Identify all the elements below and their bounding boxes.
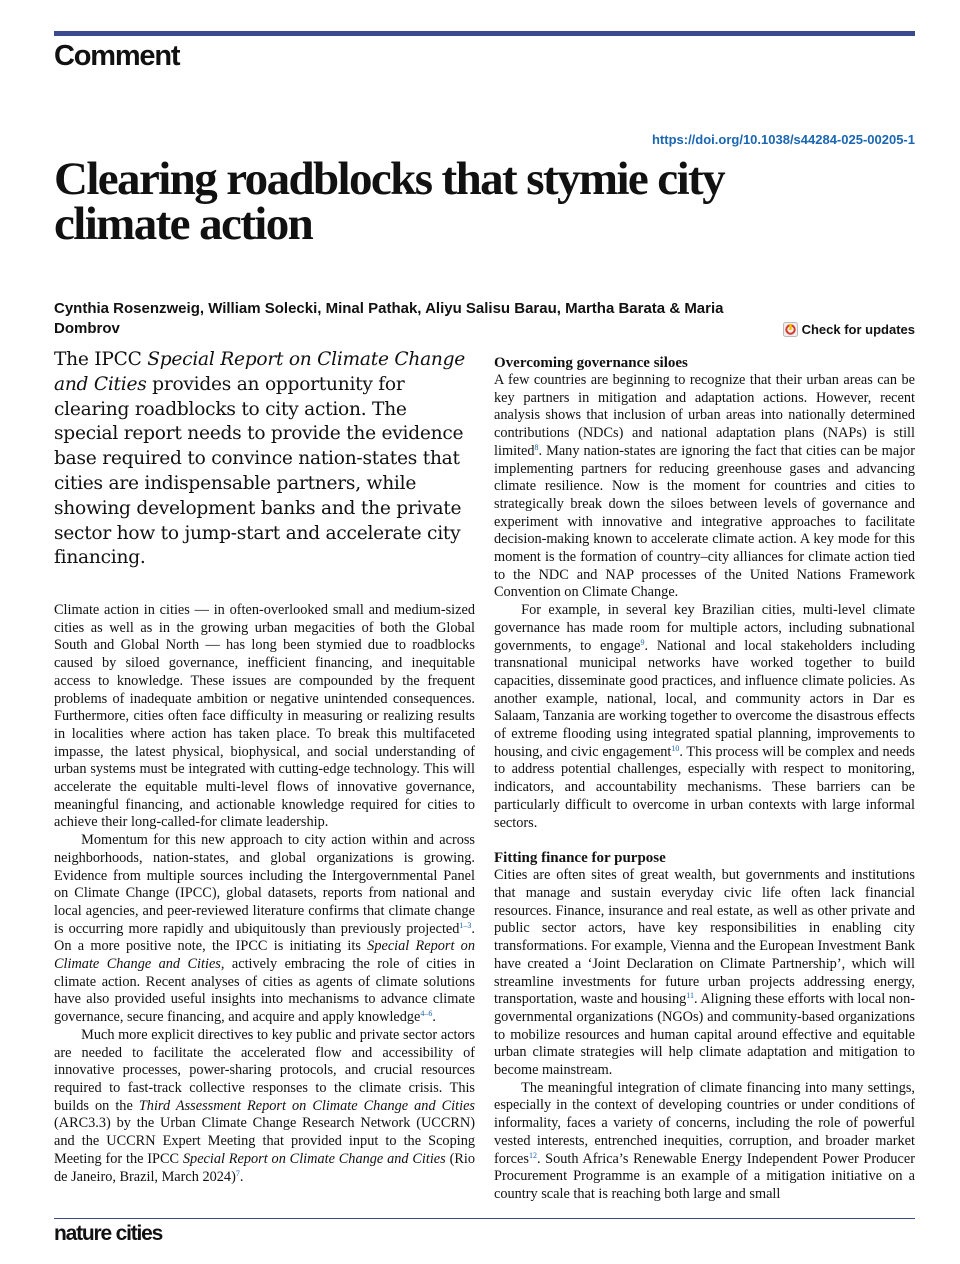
citation-link[interactable]: 10 xyxy=(671,743,680,753)
paragraph: A few countries are beginning to recognize that their urban areas can be key partners in mitigation and adaptation actions. However, recent analysis shows that inclusion of urban areas into nationally determined contributions (NDCs) and national adaptation plans (NAPs) is still limited$^8$. Many nation-states are ignoring the fact that cities can be major implementing partners for reducing greenhouse gases and advancing climate resilience. Now is the moment for countries and cities to strategically break down the siloes between levels of governance and experiment with innovative and integrative approaches to facilitate decision-making known to accelerate climate action. A key mode for this moment is the formation of country–city alliances for climate action tied to the NDC and NAP processes of the United Nations Framework Convention on Climate Change. xyxy=(494,372,915,601)
section-heading: Fitting finance for purpose xyxy=(494,850,666,867)
body-column-right xyxy=(494,354,915,1204)
author-list: Cynthia Rosenzweig, William Solecki, Minal Pathak, Aliyu Salisu Barau, Martha Barata & Maria Dombrov xyxy=(54,300,724,337)
check-updates-label: Check for updates xyxy=(801,322,915,337)
paragraph: Climate action in cities — in often-overlooked small and medium-sized cities as well as in the growing urban megacities of both the Global South and Global North — has long been stymied due to roadblocks caused by siloed governance, inefficient financing, and inequitable access to knowledge. These issues are compounded by the frequent problems of inadequate ambition or negative unintended consequences. Furthermore, cities often face difficulty in measuring or realizing results in localities where action has taken place. To break this multifaceted impasse, the latest physical, biophysical, and social understanding of urban systems must be integrated with cutting-edge technology. This will accelerate the equitable multi-level flows of innovative governance, meaningful financing, and actionable knowledge required for cities to achieve their long-called-for climate leadership. xyxy=(54,602,475,831)
citation-link[interactable]: 11 xyxy=(686,991,694,1001)
paragraph: Cities are often sites of great wealth, but governments and institutions that manage and sustain everyday civic life often lack financial resources. Finance, insurance and real estate, as well as other private and public sector actors, have key responsibilities in enabling city transformations. For example, Vienna and the European Investment Bank have created a ‘Joint Declaration on Climate Partnership’, which will streamline investments for future urban projects addressing energy, transportation, waste and housing$^{11}$. Aligning these efforts with local non-governmental organizations (NGOs) and community-based organizations to mobilize resources and human capital around effective and equitable urban climate strategies will help climate adaptation and mitigation to become mainstream. xyxy=(494,867,915,1079)
citation-link[interactable]: 7 xyxy=(235,1168,240,1178)
section-gap xyxy=(494,832,915,849)
article-title: Clearing roadblocks that stymie city climate action xyxy=(54,153,724,250)
check-updates-icon xyxy=(783,322,798,337)
paragraph: Much more explicit directives to key public and private sector actors are needed to facilitate the accelerated flow and accessibility of innovative processes, power-sharing protocols, and crucial resources required to fast-track collective responses to the climate crisis. This builds on the Third Assessment Report on Climate Change and Cities (ARC3.3) by the Urban Climate Change Research Network (UCCRN) and the UCCRN Expert Meeting that provided input to the Scoping Meeting for the IPCC Special Report on Climate Change and Cities (Rio de Janeiro, Brazil, March 2024)$^7$. xyxy=(54,1026,475,1185)
top-rule xyxy=(54,31,915,36)
journal-name: nature cities xyxy=(54,1222,163,1245)
section-heading: Overcoming governance siloes xyxy=(494,355,688,371)
citation-link[interactable]: 1–3 xyxy=(459,920,472,930)
section-label: Comment xyxy=(54,40,180,72)
body-column-left xyxy=(54,602,475,1186)
paragraph: Momentum for this new approach to city action within and across neighborhoods, nation-states, and global organizations is growing. Evidence from multiple sources including the Intergovernmental Panel on Climate Change (IPCC), global datasets, reports from national and local agencies, and peer-reviewed literature confirms that climate change is occurring more rapidly and ubiquitously than previously projected$^{1-3}$. On a more positive note, the IPCC is initiating its Special Report on Climate Change and Cities, actively embracing the role of cities in climate action. Recent analyses of cities as agents of climate solutions have also provided useful insights into mechanisms to advance climate governance, secure financing, and acquire and apply knowledge$^{4-6}$. xyxy=(54,832,475,1026)
paragraph: For example, in several key Brazilian cities, multi-level climate governance has made room for multiple actors, including subnational governments, to engage$^9$. National and local stakeholders including transnational municipal networks have worked together to build capacities, disseminate good practices, and influence climate policies. As another example, national, local, and community actors in Dar es Salaam, Tanzania are working together to overcome the disastrous effects of extreme flooding using integrated spatial planning, improvements to housing, and civic engagement$^{10}$. This process will be complex and needs to address potential challenges, especially with respect to monitoring, indicators, and accountability mechanisms. These barriers can be particularly difficult to overcome in urban contexts with large informal sectors. xyxy=(494,602,915,831)
doi-link[interactable]: https://doi.org/10.1038/s44284-025-00205-1 xyxy=(651,132,915,147)
citation-link[interactable]: 8 xyxy=(534,442,539,452)
paragraph: The meaningful integration of climate financing into many settings, especially in the context of developing countries or under conditions of informality, faces a variety of concerns, including the role of powerful vested interests, entrenched inequities, corruption, and broader market forces$^{12}$. South Africa’s Renewable Energy Independent Power Producer Procurement Programme is an example of a mitigation initiative on a country scale that is reaching both large and small xyxy=(494,1079,915,1202)
check-for-updates-button[interactable] xyxy=(783,322,915,337)
bottom-rule xyxy=(54,1218,915,1219)
citation-link[interactable]: 12 xyxy=(528,1150,537,1160)
standfirst: The IPCC Special Report on Climate Change and Cities provides an opportunity for clearing roadblocks to city action. The special report needs to provide the evidence base required to convince nation-states that cities are indispensable partners, while showing development banks and the private sector how to jump-start and accelerate city financing. xyxy=(54,349,466,569)
citation-link[interactable]: 4–6 xyxy=(420,1009,433,1019)
citation-link[interactable]: 9 xyxy=(640,637,645,647)
